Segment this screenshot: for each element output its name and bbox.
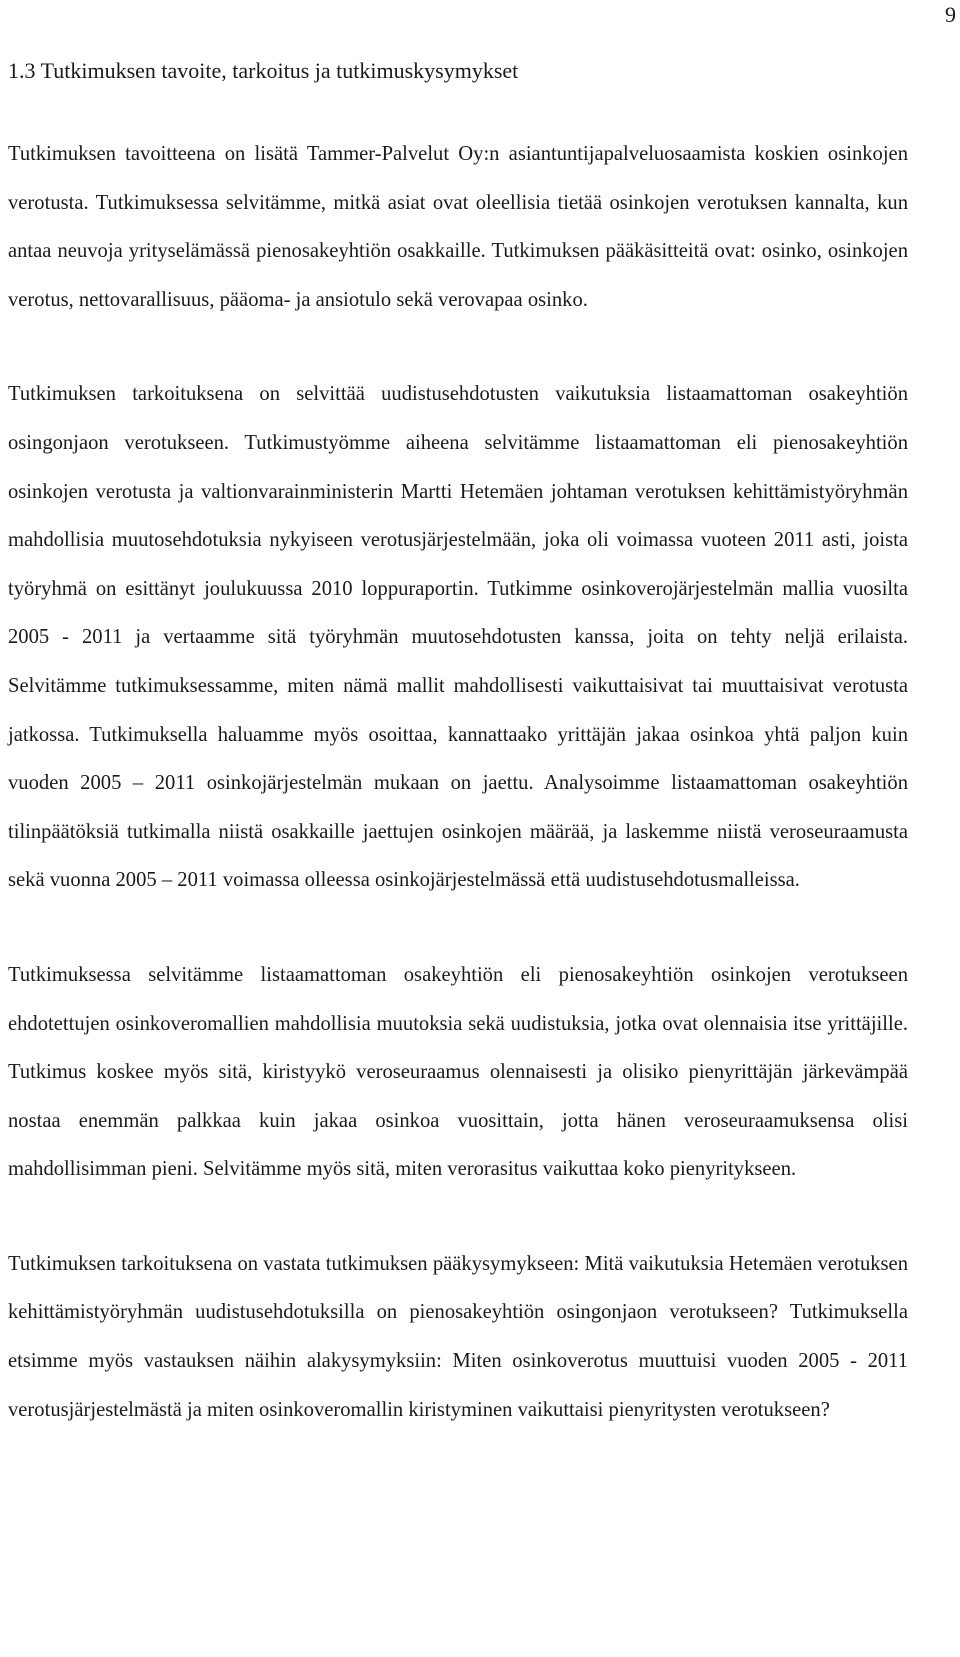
paragraph-aim: Tutkimuksen tavoitteena on lisätä Tammer-Palvelut Oy:n asiantuntijapalveluosaamista koskien osinkojen verotusta. Tutkimuksessa selvitämme, mitkä asiat ovat oleellisia tietää osinkojen verotuksen kannalta, kun antaa neuvoja yrityselämässä pienosakeyhtiön osakkaille. Tutkimuksen pääkäsitteitä ovat: osinko, osinkojen verotus, nettovarallisuus, pääoma- ja ansiotulo sekä verovapaa osinko. (8, 143, 908, 311)
body-text (8, 130, 908, 1480)
paragraph-purpose: Tutkimuksen tarkoituksena on selvittää uudistusehdotusten vaikutuksia listaamattoman osakeyhtiön osingonjaon verotukseen. Tutkimustyömme aiheena selvitämme listaamattoman eli pienosakeyhtiön osinkojen verotusta ja valtionvarainministerin Martti Hetemäen johtaman verotuksen kehittämistyöryhmän mahdollisia muutosehdotuksia nykyiseen verotusjärjestelmään, joka oli voimassa vuoteen 2011 asti, joista työryhmä on esittänyt joulukuussa 2010 loppuraportin. Tutkimme osinkoverojärjestelmän mallia vuosilta 2005 - 2011 ja vertaamme sitä työryhmän muutosehdotusten kanssa, joita on tehty neljä erilaista. Selvitämme tutkimuksessamme, miten nämä mallit mahdollisesti vaikuttaisivat tai muuttaisivat verotusta jatkossa. Tutkimuksella haluamme myös osoittaa, kannattaako yrittäjän jakaa osinkoa yhtä paljon kuin vuoden 2005 – 2011 osinkojärjestelmän mukaan on jaettu. Analysoimme listaamattoman osakeyhtiön tilinpäätöksiä tutkimalla niistä osakkaille jaettujen osinkojen määrää, ja laskemme niistä veroseuraamusta sekä vuonna 2005 – 2011 voimassa olleessa osinkojärjestelmässä että uudistusehdotusmalleissa. (8, 383, 908, 892)
page-number: 9 (945, 2, 956, 27)
paragraph-scope: Tutkimuksessa selvitämme listaamattoman osakeyhtiön eli pienosakeyhtiön osinkojen verotukseen ehdotettujen osinkoveromallien mahdollisia muutoksia sekä uudistuksia, jotka ovat olennaisia itse yrittäjille. Tutkimus koskee myös sitä, kiristyykö veroseuraamus olennaisesti ja olisiko pienyrittäjän järkevämpää nostaa enemmän palkkaa kuin jakaa osinkoa vuosittain, jotta hänen veroseuraamuksensa olisi mahdollisimman pieni. Selvitämme myös sitä, miten verorasitus vaikuttaa koko pienyritykseen. (8, 963, 908, 1181)
paragraph-research-questions: Tutkimuksen tarkoituksena on vastata tutkimuksen pääkysymykseen: Mitä vaikutuksia Hetemäen verotuksen kehittämistyöryhmän uudistusehdotuksilla on pienosakeyhtiön osingonjaon verotukseen? Tutkimuksella etsimme myös vastauksen näihin alakysymyksiin: Miten osinkoverotus muuttuisi vuoden 2005 - 2011 verotusjärjestelmästä ja miten osinkoveromallin kiristyminen vaikuttaisi pienyritysten verotukseen? (8, 1252, 908, 1421)
section-heading: 1.3 Tutkimuksen tavoite, tarkoitus ja tutkimuskysymykset (8, 58, 519, 83)
